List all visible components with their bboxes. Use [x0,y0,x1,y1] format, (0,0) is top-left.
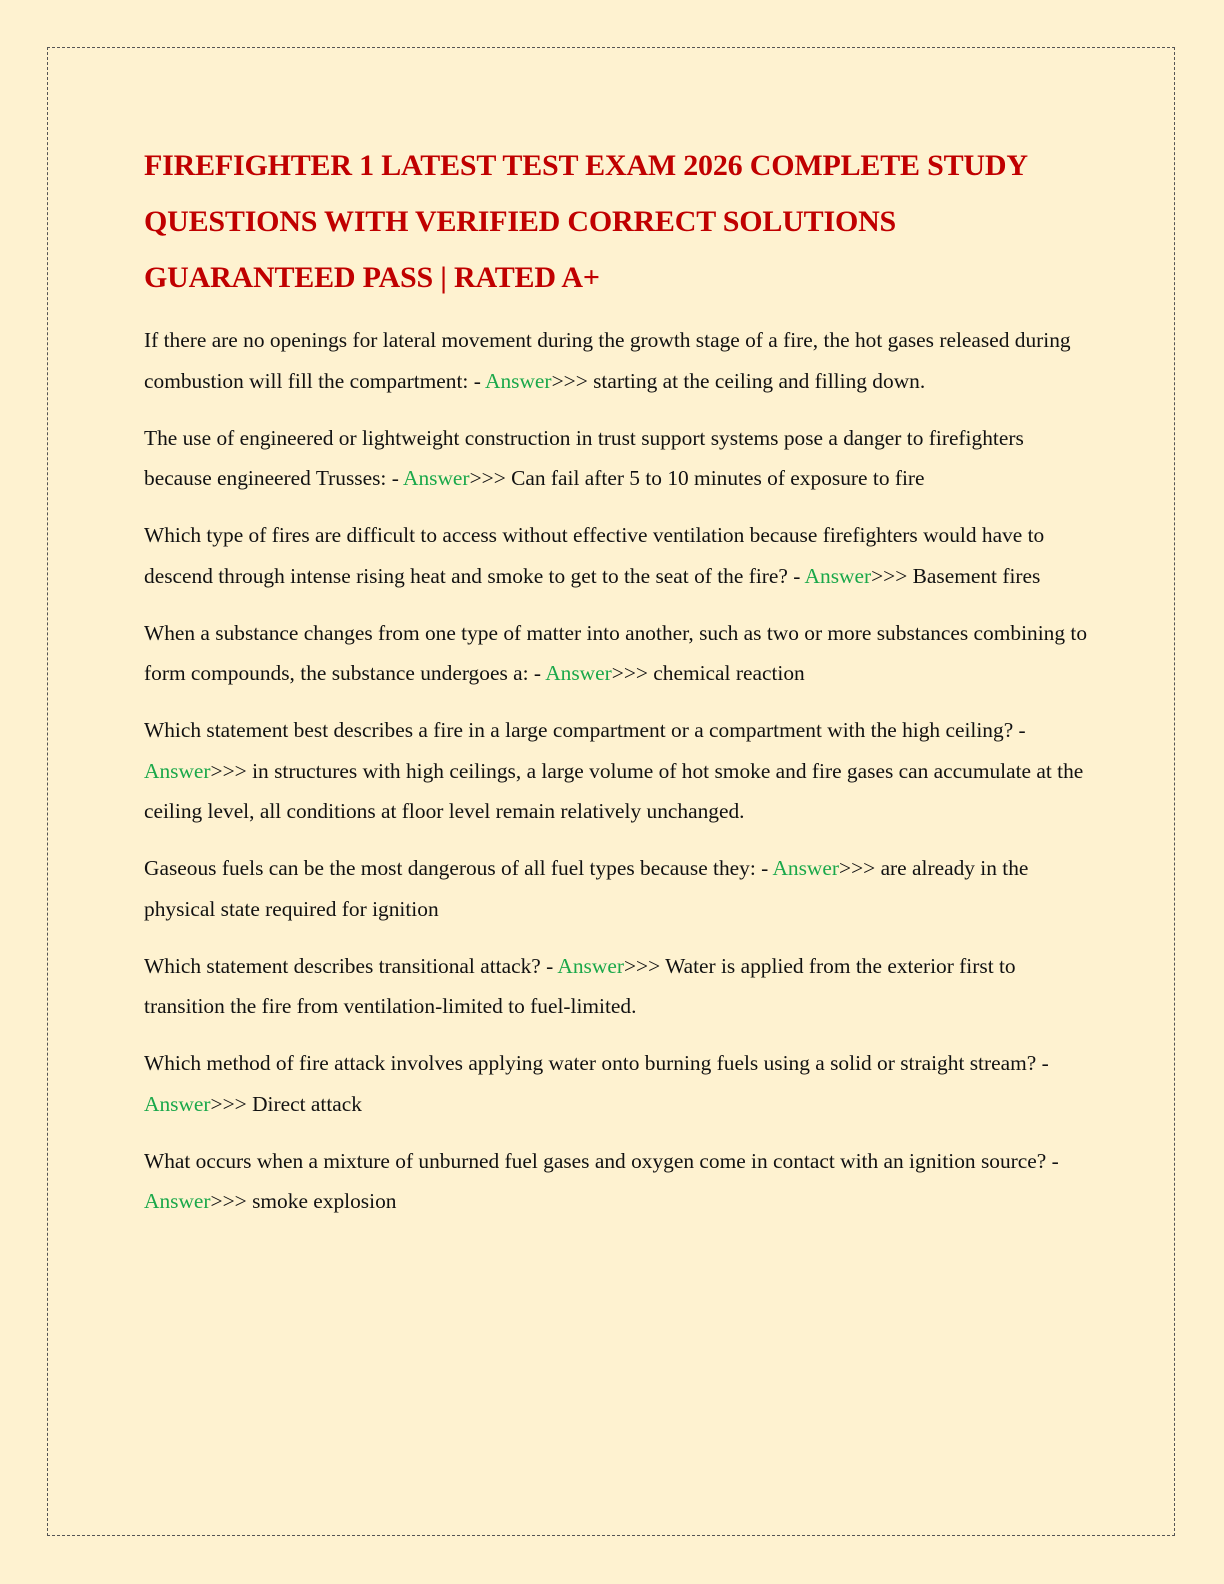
answer-text: chemical reaction [653,661,805,685]
qa-item [144,613,1088,694]
answer-separator: >>> [839,856,881,880]
answer-text: smoke explosion [252,1189,397,1213]
document-body [144,138,1088,1238]
answer-text: Can fail after 5 to 10 minutes of exposure to fire [511,466,925,490]
question-text: Which type of fires are difficult to access without effective ventilation because firefighters would have to descend through intense rising heat and smoke to get to the seat of the fire? - [144,523,1045,588]
answer-separator: >>> [551,368,594,393]
qa-item [144,1043,1088,1124]
answer-separator: >>> [210,1189,253,1213]
answer-text: Water is applied from the exterior first to transition the fire from ventilation-limited to fuel-limited. [144,953,1016,1018]
answer-separator: >>> [210,1091,253,1116]
question-text: What occurs when a mixture of unburned fuel gases and oxygen come in contact with an ignition source? - [144,1148,1059,1173]
answer-separator: >>> [469,466,512,490]
answer-separator: >>> [871,563,913,588]
answer-label: Answer [403,466,470,490]
answer-label: Answer [144,1091,211,1116]
qa-item [144,946,1088,1027]
qa-item [144,848,1088,929]
question-text: Gaseous fuels can be the most dangerous of all fuel types because they: - [144,856,773,880]
answer-text: Basement fires [912,563,1041,588]
answer-separator: >>> [623,953,666,978]
answer-label: Answer [144,1189,211,1213]
question-text: If there are no openings for lateral movement during the growth stage of a fire, the hot gases released during combustion will fill the compartment: - [144,328,1071,393]
question-text: Which statement best describes a fire in a large compartment or a compartment with the high ceiling? - [144,718,1026,742]
question-text: When a substance changes from one type of matter into another, such as two or more substances combining to form compounds, the substance undergoes a: - [144,620,1088,685]
document-title: FIREFIGHTER 1 LATEST TEST EXAM 2026 COMPLETE STUDY QUESTIONS WITH VERIFIED CORRECT SOLUTIONS GUARANTEED PASS | RATED A+ [144,149,1027,294]
question-text: The use of engineered or lightweight construction in trust support systems pose a danger to firefighters because engineered Trusses: - [144,425,1024,490]
qa-item [144,418,1088,499]
answer-separator: >>> [210,758,253,783]
answer-label: Answer [772,856,840,880]
answer-text: Direct attack [252,1091,362,1116]
answer-text: are already in the physical state required for ignition [144,856,1029,921]
answer-label: Answer [557,953,624,978]
answer-label: Answer [804,563,872,588]
qa-item [144,710,1088,832]
answer-text: in structures with high ceilings, a large volume of hot smoke and fire gases can accumulate at the ceiling level, all conditions at floor level remain relatively unchanged. [144,758,1084,823]
qa-item [144,515,1088,596]
qa-item [144,320,1088,401]
answer-label: Answer [485,368,552,393]
answer-label: Answer [545,661,612,685]
answer-separator: >>> [611,661,654,685]
answer-label: Answer [144,758,211,783]
question-text: Which statement describes transitional attack? - [144,953,558,978]
answer-text: starting at the ceiling and filling down. [593,368,926,393]
question-text: Which method of fire attack involves applying water onto burning fuels using a solid or straight stream? - [144,1051,1049,1075]
qa-list [144,320,1088,1222]
qa-item [144,1141,1088,1222]
